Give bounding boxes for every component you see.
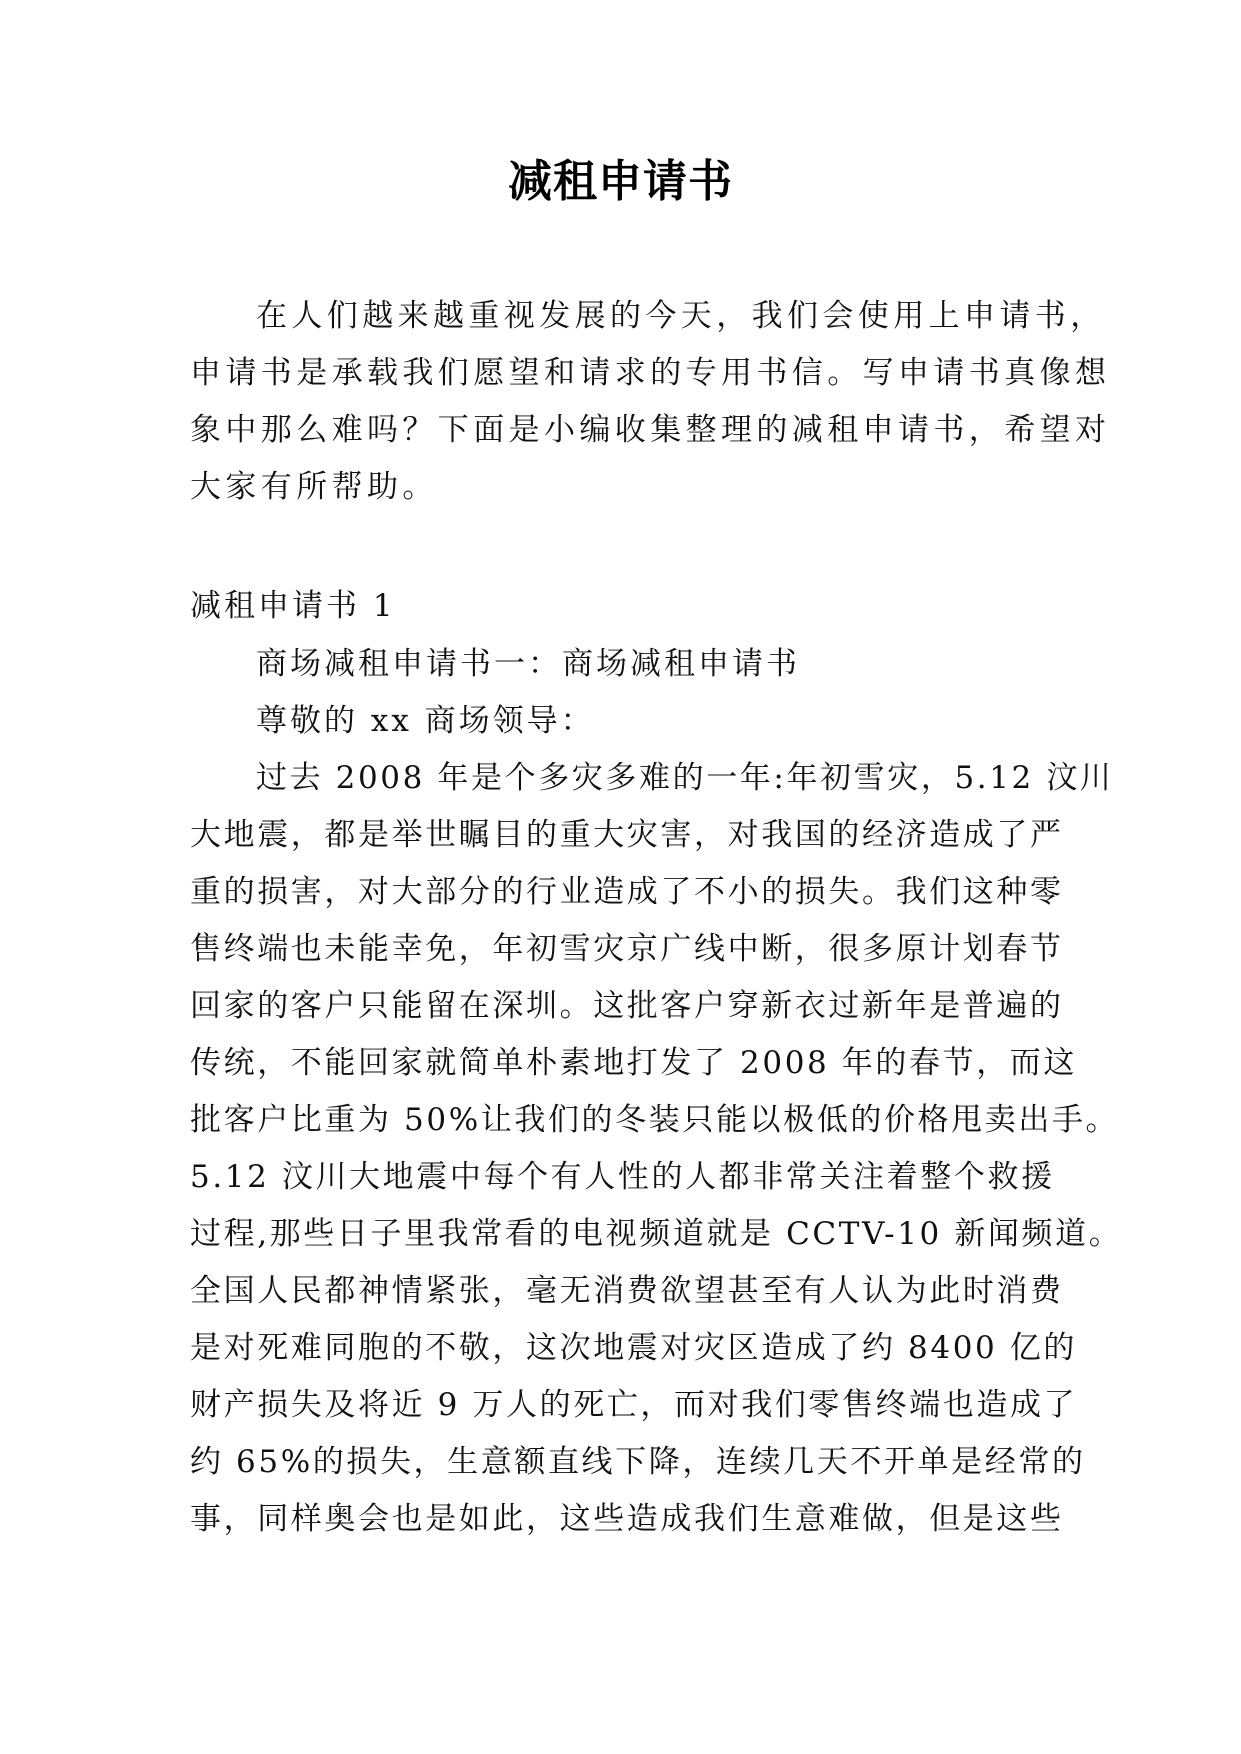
body-line: 全国人民都神情紧张，毫无消费欲望甚至有人认为此时消费 bbox=[190, 1273, 1064, 1309]
letter-body bbox=[190, 750, 1122, 1548]
body-line: 是对死难同胞的不敬，这次地震对灾区造成了约 8400 亿的 bbox=[190, 1330, 1077, 1366]
body-line: 过去 2008 年是个多灾多难的一年:年初雪灾，5.12 汶川 bbox=[256, 760, 1114, 796]
intro-line: 在人们越来越重视发展的今天，我们会使用上申请书， bbox=[256, 298, 1106, 334]
body-line: 约 65%的损失，生意额直线下降，连续几天不开单是经常的 bbox=[190, 1444, 1086, 1480]
body-line: 重的损害，对大部分的行业造成了不小的损失。我们这种零 bbox=[190, 874, 1064, 910]
body-line: 事，同样奥会也是如此，这些造成我们生意难做，但是这些 bbox=[190, 1501, 1064, 1537]
intro-line: 象中那么难吗？下面是小编收集整理的减租申请书，希望对 bbox=[190, 412, 1111, 448]
intro-line: 申请书是承载我们愿望和请求的专用书信。写申请书真像想 bbox=[190, 355, 1111, 391]
body-line: 过程,那些日子里我常看的电视频道就是 CCTV-10 新闻频道。 bbox=[190, 1216, 1123, 1252]
letter-salutation: 尊敬的 xx 商场领导： bbox=[256, 703, 595, 739]
body-line: 批客户比重为 50%让我们的冬装只能以极低的价格甩卖出手。 bbox=[190, 1102, 1120, 1138]
document-title: 减租申请书 bbox=[508, 156, 733, 207]
body-line: 大地震，都是举世瞩目的重大灾害，对我国的经济造成了严 bbox=[190, 817, 1064, 853]
section-heading: 减租申请书 1 bbox=[190, 588, 396, 624]
body-line: 5.12 汶川大地震中每个有人性的人都非常关注着整个救援 bbox=[190, 1159, 1055, 1195]
letter-subtitle: 商场减租申请书一：商场减租申请书 bbox=[256, 646, 800, 682]
intro-line: 大家有所帮助。 bbox=[190, 469, 438, 505]
body-line: 财产损失及将近 9 万人的死亡，而对我们零售终端也造成了 bbox=[190, 1387, 1078, 1423]
intro-paragraph bbox=[190, 288, 1110, 516]
body-line: 回家的客户只能留在深圳。这批客户穿新衣过新年是普遍的 bbox=[190, 988, 1064, 1024]
body-line: 传统，不能回家就简单朴素地打发了 2008 年的春节，而这 bbox=[190, 1045, 1077, 1081]
body-line: 售终端也未能幸免，年初雪灾京广线中断，很多原计划春节 bbox=[190, 931, 1064, 967]
